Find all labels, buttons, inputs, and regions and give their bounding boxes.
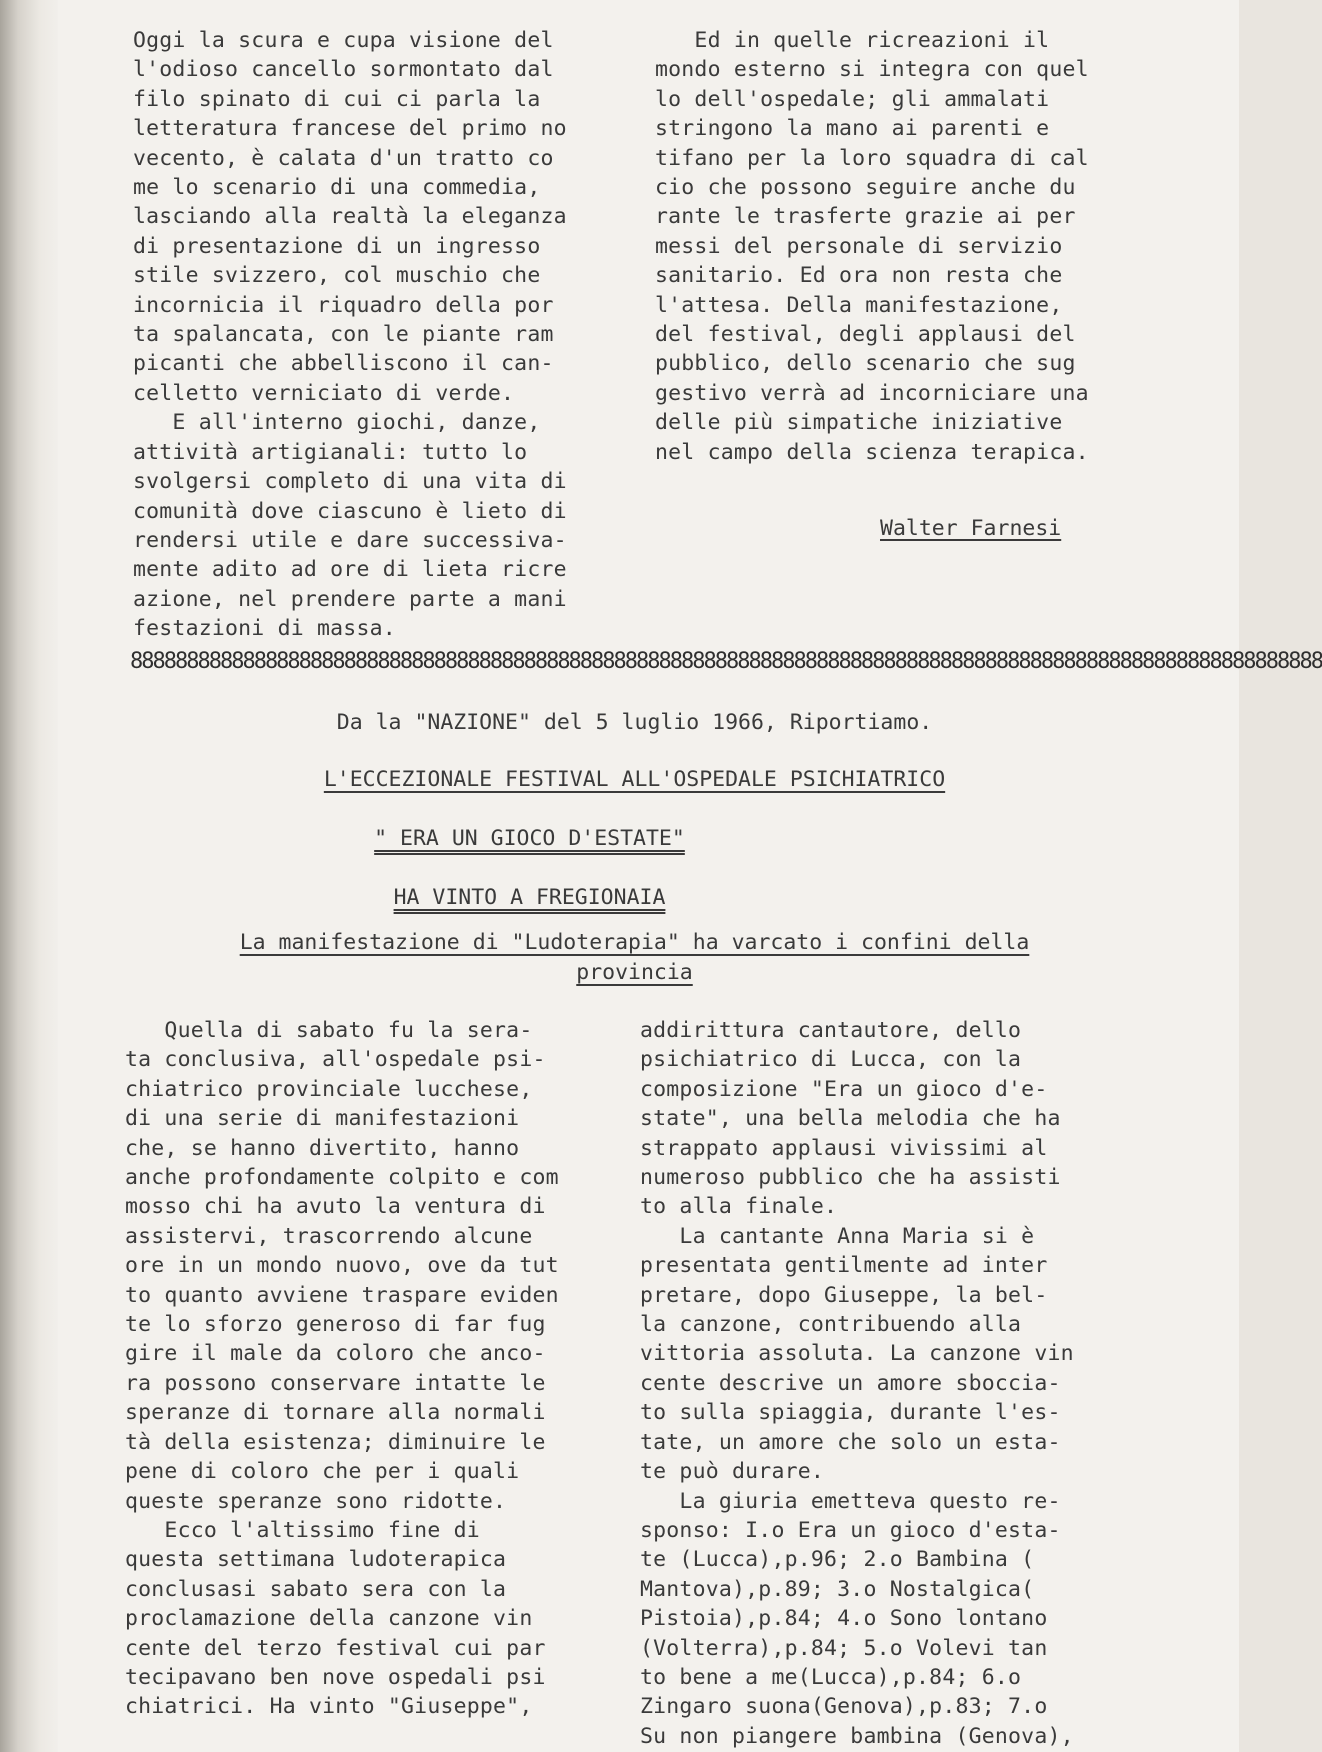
subheadline-line-1 [15, 930, 1254, 955]
subheadline-line-2-text: provincia [576, 960, 693, 985]
bottom-left-column-text: Quella di sabato fu la sera- ta conclusiva, all'ospedale psi- chiatrico provinciale lucchese, di una serie di manifestazioni che, se hanno divertito, hanno anche profondamente colpito e com mosso chi ha avuto la ventura di assistervi, trascorrendo alcune ore in un mondo nuovo, ove da tut to quanto avviene traspare eviden te lo sforzo generoso di far fug gire il male da coloro che anco- ra possono conservare intatte le speranze di tornare alla normali tà della esistenza; diminuire le pene di coloro che per i quali queste speranze sono ridotte. Ecco l'altissimo fine di questa settimana ludoterapica conclusasi sabato sera con la proclamazione della canzone vin cente del terzo festival cui par tecipavano ben nove ospedali psi chiatrici. Ha vinto "Giuseppe", [125, 1018, 559, 1720]
subheadline-line-2 [15, 960, 1254, 985]
top-left-column-text: Oggi la scura e cupa visione del l'odioso cancello sormontato dal filo spinato di cui ci parla la letteratura francese del primo no vecento, è calata d'un tratto co me lo scenario di una commedia, lasciando alla realtà la eleganza di presentazione di un ingresso stile svizzero, col muschio che incornicia il riquadro della por ta spalancata, con le piante ram picanti che abbelliscono il can- celletto verniciato di verde. E all'interno giochi, danze, attività artigianali: tutto lo svolgersi completo di una vita di comunità dove ciascuno è lieto di rendersi utile e dare successiva- mente adito ad ore di lieta ricre azione, nel prendere parte a mani festazioni di massa. [133, 28, 567, 642]
headline-winner-text: HA VINTO A FREGIONAIA [393, 885, 666, 910]
top-right-column-text: Ed in quelle ricreazioni il mondo esterno si integra con quel lo dell'ospedale; gli ammalati stringono la mano ai parenti e tifano per la loro squadra di cal cio che possono seguire anche du rante le trasferte grazie ai per messi del personale di servizio sanitario. Ed ora non resta che l'attesa. Della manifestazione, del festival, degli applausi del pubblico, dello scenario che sug gestivo verrà ad incorniciare una delle più simpatiche iniziative nel campo della scienza terapica. [655, 28, 1089, 465]
headline-festival [15, 767, 1254, 792]
source-line: Da la "NAZIONE" del 5 luglio 1966, Riportiamo. [336, 710, 933, 735]
section-separator: 8888888888888888888888888888888888888888888888888888888888888888888888888888888888888888888888888888888888 [130, 649, 1322, 674]
bottom-right-column-text: addirittura cantautore, dello psichiatrico di Lucca, con la composizione "Era un gioco d'e- state", una bella melodia che ha strappato applausi vivissimi al numeroso pubblico che ha assisti to alla finale. La cantante Anna Maria si è presentata gentilmente ad inter pretare, dopo Giuseppe, la bel- la canzone, contribuendo alla vittoria assoluta. La canzone vin cente descrive un amore sboccia- to sulla spiaggia, durante l'es- tate, un amore che solo un esta- te può durare. La giuria emetteva questo re- sponso: I.o Era un gioco d'esta- te (Lucca),p.96; 2.o Bambina ( Mantova),p.89; 3.o Nostalgica( Pistoia),p.84; 4.o Sono lontano (Volterra),p.84; 5.o Volevi tan to bene a me(Lucca),p.84; 6.o Zingaro suona(Genova),p.83; 7.o Su non piangere bambina (Genova), [640, 1018, 1074, 1749]
subheadline-line-1-text: La manifestazione di "Ludoterapia" ha varcato i confini della [239, 930, 1030, 955]
headline-song [0, 826, 1149, 851]
headline-winner [0, 885, 1149, 910]
headline-song-text: " ERA UN GIOCO D'ESTATE" [374, 826, 685, 851]
headline-festival-text: L'ECCEZIONALE FESTIVAL ALL'OSPEDALE PSICHIATRICO [323, 767, 946, 792]
binding-edge [0, 0, 58, 1752]
author-signature: Walter Farnesi [880, 516, 1062, 541]
